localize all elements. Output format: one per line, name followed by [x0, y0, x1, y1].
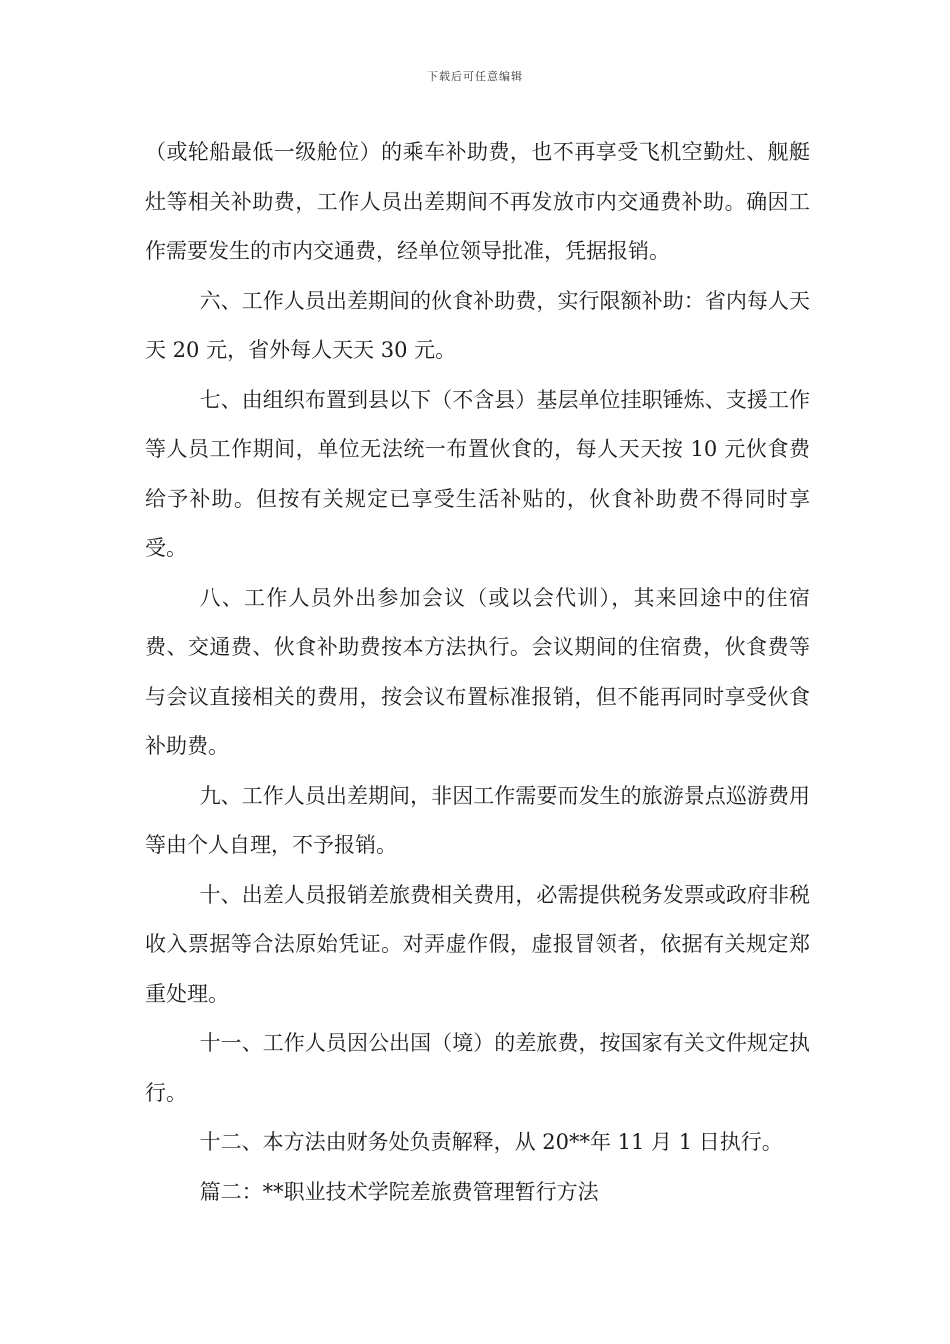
paragraph-item-9: 九、工作人员出差期间，非因工作需要而发生的旅游景点巡游费用等由个人自理，不予报销。: [145, 783, 810, 857]
paragraph-item-11: 十一、工作人员因公出国（境）的差旅费，按国家有关文件规定执行。: [145, 1031, 810, 1105]
paragraph-1: （或轮船最低一级舱位）的乘车补助费，也不再享受飞机空勤灶、舰艇灶等相关补助费，工作人员出差期间不再发放市内交通费补助。确因工作需要发生的市内交通费，经单位领导批准，凭据报销。: [145, 140, 810, 263]
section-heading-part-two: 篇二：**职业技术学院差旅费管理暂行方法: [199, 1179, 599, 1204]
page-header: 下载后可任意编辑: [427, 70, 523, 83]
paragraph-item-6: 六、工作人员出差期间的伙食补助费，实行限额补助：省内每人天天 20 元，省外每人天天 30 元。: [145, 288, 810, 362]
paragraph-item-12: 十二、本方法由财务处负责解释，从 20**年 11 月 1 日执行。: [199, 1130, 783, 1154]
paragraph-item-8: 八、工作人员外出参加会议（或以会代训），其来回途中的住宿费、交通费、伙食补助费按本方法执行。会议期间的住宿费，伙食费等与会议直接相关的费用，按会议布置标准报销，但不能再同时享受伙食补助费。: [145, 585, 810, 758]
document-body: [145, 128, 810, 1217]
paragraph-item-10: 十、出差人员报销差旅费相关费用，必需提供税务发票或政府非税收入票据等合法原始凭证。对弄虚作假，虚报冒领者，依据有关规定郑重处理。: [145, 882, 810, 1006]
paragraph-item-7: 七、由组织布置到县以下（不含县）基层单位挂职锤炼、支援工作等人员工作期间，单位无法统一布置伙食的，每人天天按 10 元伙食费给予补助。但按有关规定已享受生活补贴的，伙食补助费不得同时享受。: [145, 387, 810, 560]
